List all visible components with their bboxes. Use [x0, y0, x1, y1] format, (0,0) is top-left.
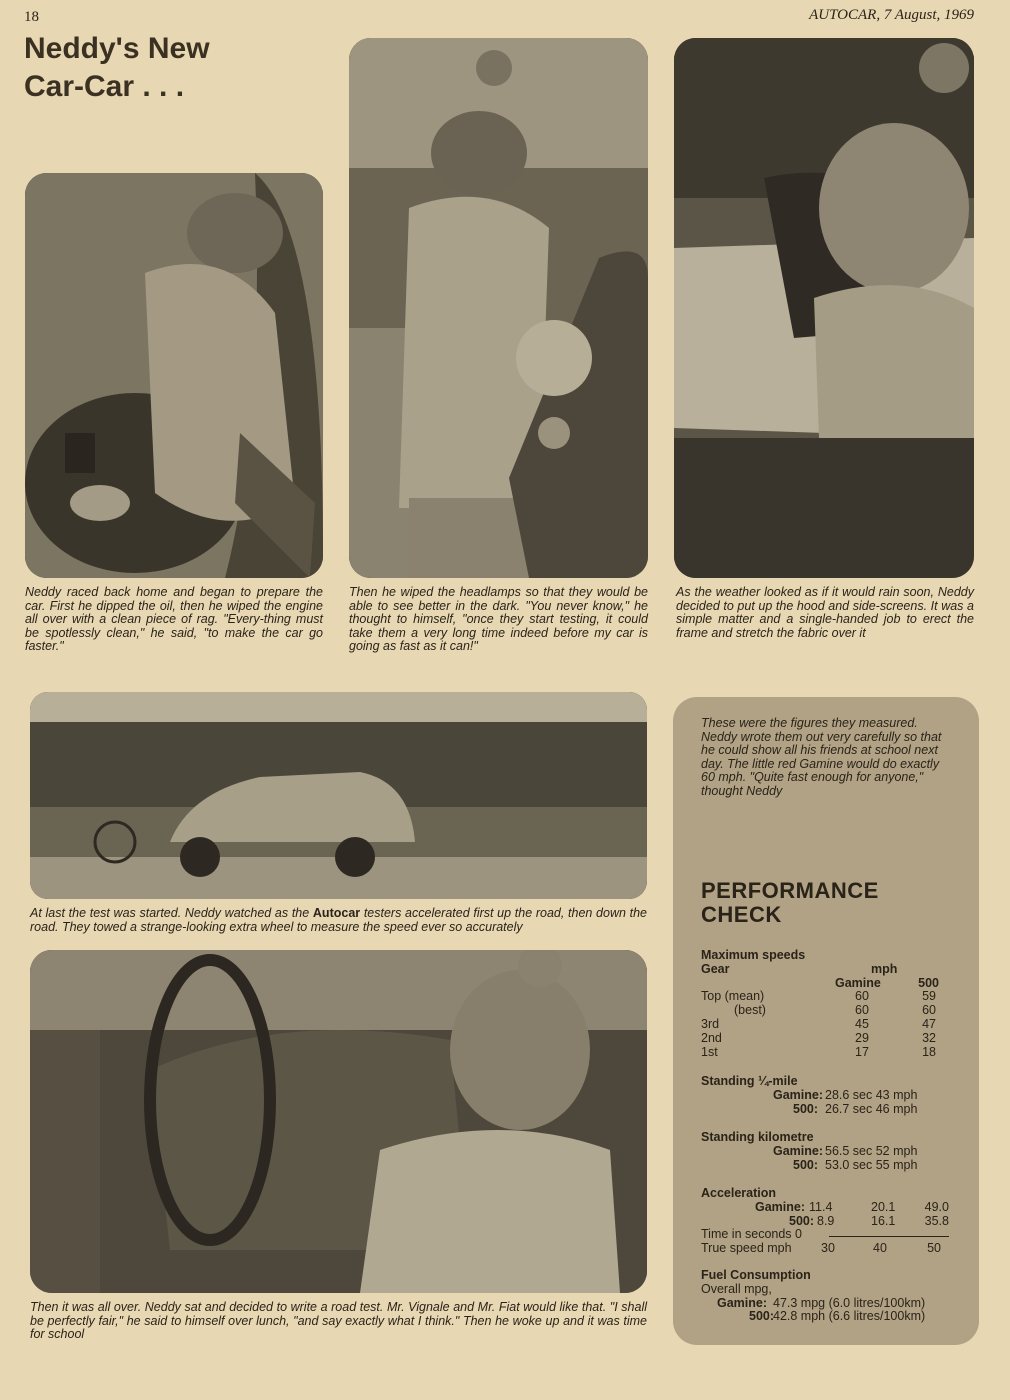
car-label: Gamine:	[773, 1087, 824, 1102]
fuel-table	[701, 1269, 951, 1324]
table-row	[701, 1310, 951, 1324]
car-label: Gamine:	[755, 1199, 806, 1214]
gamine-speed: 60	[855, 1003, 869, 1018]
page-number: 18	[24, 9, 39, 25]
car-label: Gamine:	[773, 1143, 824, 1158]
article-title	[24, 30, 210, 106]
gear-name: Top (mean)	[701, 989, 765, 1004]
accel-50: 35.8	[924, 1213, 949, 1228]
table-row	[701, 1089, 951, 1103]
acceleration-table	[701, 1187, 951, 1256]
gear-label: Gear	[701, 961, 730, 976]
table-row	[701, 1215, 951, 1229]
table-row	[701, 1103, 951, 1117]
car-label: 500:	[793, 1101, 819, 1116]
table-row	[701, 1032, 951, 1046]
standing-km-table	[701, 1131, 951, 1172]
accel-40: 16.1	[871, 1213, 896, 1228]
fiat-speed: 32	[922, 1030, 936, 1045]
table-row	[701, 1228, 951, 1242]
table-row	[701, 1297, 951, 1311]
table-row	[701, 1004, 951, 1018]
gamine-speed: 45	[855, 1016, 869, 1031]
result-value: 53.0 sec 55 mph	[825, 1157, 918, 1172]
performance-title-line-2: CHECK	[701, 902, 782, 927]
accel-50: 49.0	[924, 1199, 949, 1214]
panel-intro: These were the figures they measured. Neddy wrote them out very carefully so that he could show all his friends at school next day. The little red Gamine would do exactly 60 mph. "Quite fast enough for anyone," thought Neddy	[701, 716, 942, 798]
max-speeds-heading: Maximum speeds	[701, 948, 806, 962]
result-value: 26.7 sec 46 mph	[825, 1101, 918, 1116]
fiat-speed: 18	[922, 1044, 936, 1059]
fuel-value: 42.8 mph (6.6 litres/100km)	[773, 1309, 926, 1324]
fuel-sub: Overall mpg,	[701, 1281, 772, 1296]
caption-road-test-write: Then it was all over. Neddy sat and decided to write a road test. Mr. Vignale and Mr. Fiat would like that. "I shall be perfectly fair," he said to himself over lunch, "and say exactly what I think." Then he woke up and it was time for school	[30, 1300, 647, 1341]
car-label: 500:	[749, 1309, 775, 1324]
col-500: 500	[918, 975, 939, 990]
mph-label: mph	[871, 961, 898, 976]
photo-hood	[674, 38, 974, 578]
photo-headlamps	[349, 38, 648, 578]
table-row	[701, 1145, 951, 1159]
photo-road-test	[30, 692, 647, 899]
performance-title-line-1: PERFORMANCE	[701, 878, 879, 903]
caption-road-test-brand: Autocar	[312, 906, 361, 920]
performance-panel	[673, 697, 979, 1345]
gamine-speed: 17	[855, 1044, 869, 1059]
caption-engine: Neddy raced back home and began to prepare the car. First he dipped the oil, then he wiped the engine all over with a clean piece of rag. "Every-thing must be spotlessly clean," he said, "to make the car go faster."	[25, 585, 323, 653]
speed-30: 30	[821, 1241, 835, 1256]
speed-50: 50	[927, 1241, 941, 1256]
fiat-speed: 60	[922, 1003, 936, 1018]
fuel-heading: Fuel Consumption	[701, 1268, 811, 1282]
speed-label: True speed mph	[701, 1241, 792, 1256]
standing-quarter-table	[701, 1075, 951, 1116]
gear-name: 1st	[701, 1044, 718, 1059]
title-line-2: Car-Car . . .	[24, 70, 185, 103]
caption-road-test	[30, 907, 647, 934]
accel-30: 11.4	[809, 1199, 833, 1214]
fiat-speed: 47	[922, 1016, 936, 1031]
table-row	[701, 1018, 951, 1032]
table-row	[701, 990, 951, 1004]
col-gamine: Gamine	[835, 975, 881, 990]
photo-steering	[30, 950, 647, 1293]
acceleration-heading: Acceleration	[701, 1186, 777, 1200]
divider	[829, 1236, 949, 1237]
table-row	[701, 1201, 951, 1215]
car-label: Gamine:	[717, 1295, 768, 1310]
accel-30: 8.9	[817, 1213, 835, 1228]
fuel-value: 47.3 mpg (6.0 litres/100km)	[773, 1295, 926, 1310]
photo-engine	[25, 173, 323, 578]
caption-hood: As the weather looked as if it would rain soon, Neddy decided to put up the hood and side-screens. It was a simple matter and a single-handed job to erect the frame and stretch the fabric over it	[676, 585, 974, 640]
accel-40: 20.1	[871, 1199, 896, 1214]
gear-name: (best)	[734, 1003, 766, 1018]
gear-name: 2nd	[701, 1030, 722, 1045]
title-line-1: Neddy's New	[24, 32, 210, 65]
table-row	[701, 1046, 951, 1060]
car-label: 500:	[789, 1213, 815, 1228]
standing-km-heading: Standing kilometre	[701, 1130, 814, 1144]
result-value: 28.6 sec 43 mph	[825, 1087, 918, 1102]
result-value: 56.5 sec 52 mph	[825, 1143, 918, 1158]
car-label: 500:	[793, 1157, 819, 1172]
running-head: AUTOCAR, 7 August, 1969	[809, 7, 974, 23]
table-row	[701, 1159, 951, 1173]
table-row	[701, 1242, 951, 1256]
performance-title	[701, 879, 879, 927]
standing-quarter-heading: Standing ¼-mile	[701, 1074, 798, 1088]
speed-40: 40	[873, 1241, 887, 1256]
max-speeds-table	[701, 949, 951, 1059]
caption-headlamps: Then he wiped the headlamps so that they would be able to see better in the dark. "You never know," he thought to himself, "once they start testing, it could take them a very long time indeed before my car is going as fast as it can!"	[349, 585, 648, 653]
gear-name: 3rd	[701, 1016, 720, 1031]
time-label: Time in seconds 0	[701, 1227, 802, 1242]
gamine-speed: 60	[855, 989, 869, 1004]
caption-road-test-pre: At last the test was started. Neddy watched as the	[30, 906, 313, 920]
caption-road-test-post: testers accelerated first up the road, then down the road. They towed a strange-looking extra wheel to measure the speed ever so accurately	[30, 906, 648, 934]
fiat-speed: 59	[922, 989, 936, 1004]
gamine-speed: 29	[855, 1030, 869, 1045]
